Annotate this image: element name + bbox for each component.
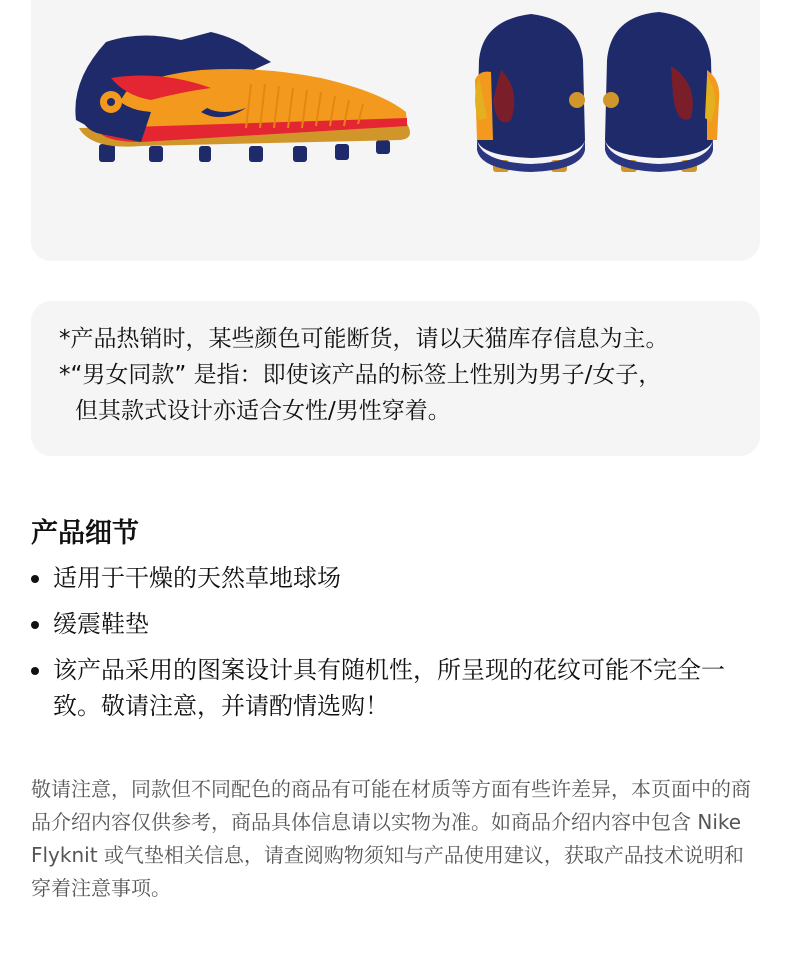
detail-text: 该产品采用的图案设计具有随机性，所呈现的花纹可能不完全一致。敬请注意，并请酌情选购！ — [53, 656, 725, 720]
shoe-back-view — [475, 12, 719, 172]
notice-line-3: 但其款式设计亦适合女性/男性穿着。 — [75, 398, 451, 424]
stock-notice-box — [31, 301, 760, 456]
notice-line-1: *产品热销时，某些颜色可能断货，请以天猫库存信息为主。 — [59, 326, 669, 352]
bullet-icon — [31, 667, 39, 675]
detail-text: 适用于干燥的天然草地球场 — [53, 564, 341, 592]
product-details-list — [31, 560, 771, 734]
detail-item — [31, 560, 771, 596]
shoe-side-view — [75, 32, 410, 162]
product-details-title: 产品细节 — [31, 518, 139, 549]
bullet-icon — [31, 575, 39, 583]
product-images — [31, 0, 760, 261]
detail-item — [31, 652, 771, 724]
notice-line-2: *“男女同款” 是指：即使该产品的标签上性别为男子/女子， — [59, 362, 662, 388]
detail-item — [31, 606, 771, 642]
product-image-panel — [31, 0, 760, 261]
detail-text: 缓震鞋垫 — [53, 610, 149, 638]
bullet-icon — [31, 621, 39, 629]
disclaimer-text: 敬请注意，同款但不同配色的商品有可能在材质等方面有些许差异，本页面中的商品介绍内容仅供参考，商品具体信息请以实物为准。如商品介绍内容中包含 Nike Flyknit 或气垫相关信息，请查阅购物须知与产品使用建议，获取产品技术说明和穿着注意事项。 — [31, 777, 751, 900]
shoe-brand-text: PHANTOM — [151, 109, 186, 116]
